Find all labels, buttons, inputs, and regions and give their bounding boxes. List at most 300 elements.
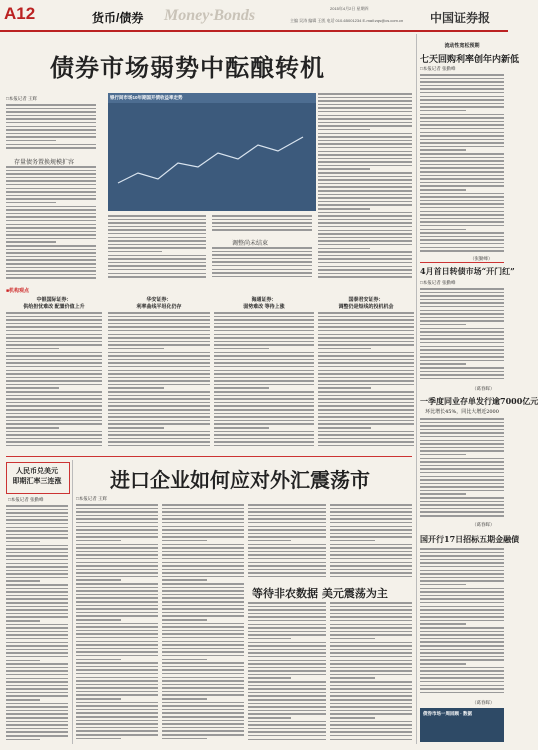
text-line (76, 569, 158, 571)
text-line (420, 432, 504, 434)
text-line (162, 540, 207, 542)
text-line (214, 395, 314, 397)
text-line (330, 572, 412, 574)
text-line (6, 616, 68, 618)
text-line (162, 544, 244, 546)
text-line (248, 634, 326, 636)
right-lower-signoff: （葛春晖） (472, 522, 495, 527)
right-bottom-body (420, 548, 504, 698)
text-line (420, 247, 504, 249)
text-line (6, 649, 68, 651)
text-line (318, 118, 412, 120)
text-line (318, 197, 412, 199)
text-line (76, 562, 158, 564)
text-line (6, 323, 102, 325)
text-line (6, 631, 68, 633)
text-line (420, 221, 504, 223)
text-line (248, 703, 326, 705)
text-line (420, 363, 466, 365)
text-line (6, 724, 68, 726)
bottom-body-col2 (162, 504, 244, 744)
text-line (6, 252, 96, 254)
text-line (6, 136, 96, 138)
top-body-col4 (318, 93, 412, 282)
text-line (420, 573, 504, 575)
text-line (6, 580, 40, 582)
text-line (318, 125, 412, 127)
text-line (6, 377, 102, 379)
text-line (162, 730, 244, 732)
text-line (6, 516, 68, 518)
text-line (6, 177, 96, 179)
text-line (420, 203, 504, 205)
text-line (6, 319, 102, 321)
text-line (248, 674, 326, 676)
text-line (248, 642, 326, 644)
text-line (76, 637, 158, 639)
text-line (6, 224, 96, 226)
text-line (318, 258, 412, 260)
text-line (6, 555, 68, 557)
text-line (6, 334, 102, 336)
text-line (6, 126, 96, 128)
text-line (108, 391, 210, 393)
text-line (6, 362, 102, 364)
text-line (108, 215, 206, 217)
text-line (214, 438, 314, 440)
text-line (6, 413, 102, 415)
text-line (162, 680, 244, 682)
text-line (248, 638, 291, 640)
text-line (318, 222, 412, 224)
text-line (76, 702, 158, 704)
text-line (6, 348, 59, 350)
text-line (330, 613, 412, 615)
section-title-en: Money·Bonds (164, 7, 256, 24)
text-line (318, 337, 414, 339)
text-line (420, 627, 504, 629)
text-line (248, 724, 326, 726)
text-line (420, 374, 504, 376)
text-line (76, 554, 158, 556)
text-line (420, 295, 504, 297)
text-line (420, 200, 504, 202)
top-body-col1-a (6, 104, 96, 154)
text-line (162, 529, 244, 531)
text-line (108, 334, 210, 336)
text-line (330, 522, 412, 524)
opinion-3-org: 海通证券： (251, 297, 277, 303)
text-line (318, 255, 412, 257)
text-line (420, 367, 504, 369)
text-line (6, 530, 68, 532)
text-line (76, 615, 158, 617)
text-line (420, 342, 504, 344)
text-line (76, 655, 158, 657)
text-line (212, 272, 312, 274)
text-line (318, 341, 414, 343)
text-line (420, 436, 504, 438)
text-line (162, 619, 207, 621)
text-line (76, 659, 121, 661)
text-line (6, 434, 102, 436)
yield-chart (108, 93, 316, 211)
text-line (76, 504, 158, 506)
text-line (330, 695, 412, 697)
text-line (420, 153, 504, 155)
text-line (420, 468, 504, 470)
yield-chart-svg (108, 93, 316, 211)
text-line (420, 490, 504, 492)
text-line (248, 533, 326, 535)
text-line (6, 108, 96, 110)
text-line (330, 547, 412, 549)
text-line (6, 359, 102, 361)
text-line (76, 734, 158, 736)
text-line (318, 212, 412, 214)
text-line (6, 395, 102, 397)
text-line (108, 265, 206, 267)
text-line (212, 258, 312, 260)
text-line (248, 692, 326, 694)
text-line (330, 721, 412, 723)
text-line (6, 373, 102, 375)
top-body-col3-b (212, 247, 312, 282)
text-line (214, 312, 314, 314)
text-line (420, 559, 504, 561)
text-line (214, 348, 269, 350)
text-line (6, 202, 56, 204)
text-line (318, 402, 414, 404)
text-line (318, 334, 414, 336)
text-line (248, 656, 326, 658)
text-line (214, 387, 269, 389)
text-line (6, 370, 102, 372)
text-line (248, 663, 326, 665)
text-line (6, 695, 68, 697)
text-line (6, 420, 102, 422)
text-line (420, 171, 504, 173)
text-line (6, 638, 68, 640)
text-line (420, 645, 504, 647)
text-line (318, 186, 412, 188)
text-line (330, 638, 375, 640)
text-line (248, 670, 326, 672)
text-line (6, 566, 68, 568)
text-line (6, 710, 68, 712)
text-line (420, 178, 504, 180)
text-line (162, 684, 244, 686)
text-line (330, 670, 412, 672)
text-line (214, 330, 314, 332)
text-line (318, 147, 412, 149)
text-line (6, 277, 96, 279)
text-line (76, 579, 121, 581)
side-box-author: □本报记者 张勤峰 (8, 497, 44, 502)
text-line (6, 534, 68, 536)
text-line (420, 595, 504, 597)
text-line (108, 276, 206, 278)
text-line (108, 262, 206, 264)
text-line (318, 438, 414, 440)
text-line (420, 631, 504, 633)
text-line (214, 405, 314, 407)
text-line (330, 656, 412, 658)
text-line (420, 81, 504, 83)
text-line (248, 508, 326, 510)
text-line (318, 395, 414, 397)
opinion-4-org: 国泰君安证券： (348, 297, 384, 303)
text-line (6, 545, 68, 547)
text-line (318, 266, 412, 268)
text-line (108, 416, 210, 418)
text-line (6, 122, 96, 124)
text-line (420, 659, 504, 661)
text-line (214, 341, 314, 343)
text-line (6, 344, 102, 346)
text-line (420, 440, 504, 442)
right-top-signoff: （张勤峰） (470, 256, 493, 261)
text-line (162, 626, 244, 628)
text-line (420, 349, 504, 351)
text-line (248, 518, 326, 520)
text-line (214, 427, 269, 429)
chart-series-line (118, 137, 303, 183)
text-line (76, 518, 158, 520)
text-line (108, 362, 210, 364)
text-line (6, 274, 96, 276)
text-line (248, 735, 326, 737)
text-line (6, 352, 102, 354)
text-line (214, 409, 314, 411)
text-line (162, 662, 244, 664)
text-line (6, 267, 96, 269)
bottom-subhead: 等待非农数据 美元震荡为主 (252, 587, 388, 600)
text-line (248, 551, 326, 553)
text-line (6, 427, 59, 429)
text-line (6, 699, 40, 701)
text-line (420, 114, 504, 116)
text-line (108, 341, 210, 343)
text-line (6, 133, 96, 135)
text-line (6, 624, 68, 626)
market-banner-label: 债券市场一周回顾 · 数据 (423, 711, 472, 716)
right-top-kicker: 流动性宽松预期 (444, 43, 480, 49)
text-line (318, 107, 412, 109)
issue-date: 2015年4月2日 星期四 (330, 6, 369, 11)
text-line (330, 609, 412, 611)
right-mid-signoff: （葛春晖） (472, 386, 495, 391)
text-line (248, 511, 326, 513)
text-line (330, 508, 412, 510)
text-line (318, 348, 371, 350)
text-line (6, 147, 96, 149)
text-line (420, 106, 504, 108)
text-line (6, 548, 68, 550)
text-line (420, 346, 504, 348)
text-line (420, 685, 504, 687)
section-title: 货币/债券 (92, 11, 144, 25)
opinion-1-org: 中银国际证券： (36, 297, 72, 303)
text-line (6, 170, 96, 172)
text-line (248, 739, 326, 741)
text-line (212, 265, 312, 267)
text-line (248, 620, 326, 622)
text-line (6, 441, 102, 443)
text-line (420, 335, 504, 337)
text-line (420, 338, 504, 340)
text-line (330, 660, 412, 662)
text-line (318, 409, 414, 411)
text-line (420, 641, 504, 643)
text-line (420, 443, 504, 445)
text-line (108, 229, 206, 231)
text-line (162, 508, 244, 510)
text-line (318, 423, 414, 425)
text-line (76, 694, 158, 696)
text-line (420, 483, 504, 485)
text-line (420, 429, 504, 431)
text-line (162, 694, 244, 696)
text-line (248, 717, 291, 719)
text-line (162, 723, 244, 725)
text-line (76, 529, 158, 531)
text-line (6, 692, 68, 694)
text-line (162, 727, 244, 729)
text-line (248, 613, 326, 615)
text-line (318, 413, 414, 415)
text-line (330, 565, 412, 567)
text-line (420, 167, 504, 169)
text-line (108, 420, 210, 422)
text-line (76, 720, 158, 722)
text-line (6, 703, 68, 705)
text-line (420, 117, 504, 119)
text-line (108, 273, 206, 275)
text-line (162, 579, 207, 581)
text-line (162, 641, 244, 643)
text-line (248, 710, 326, 712)
text-line (76, 508, 158, 510)
text-line (420, 378, 504, 380)
text-line (212, 254, 312, 256)
text-line (318, 326, 414, 328)
text-line (162, 533, 244, 535)
text-line (162, 655, 244, 657)
text-line (248, 713, 326, 715)
text-line (330, 731, 412, 733)
text-line (318, 377, 414, 379)
text-line (162, 526, 244, 528)
opinion-4-title: 调整仍是短线的投机机会 (338, 304, 394, 310)
text-line (162, 648, 244, 650)
text-line (248, 688, 326, 690)
text-line (162, 605, 244, 607)
text-line (6, 584, 68, 586)
text-line (330, 627, 412, 629)
text-line (420, 508, 504, 510)
text-line (6, 198, 96, 200)
text-line (318, 330, 414, 332)
text-line (6, 627, 68, 629)
text-line (214, 334, 314, 336)
text-line (420, 96, 504, 98)
text-line (420, 160, 504, 162)
text-line (420, 606, 504, 608)
text-line (108, 352, 210, 354)
text-line (162, 515, 244, 517)
text-line (214, 416, 314, 418)
text-line (420, 239, 504, 241)
right-top-headline: 七天回购利率创年内新低 (420, 55, 520, 65)
text-line (248, 681, 326, 683)
text-line (108, 384, 210, 386)
text-line (318, 143, 412, 145)
text-line (108, 244, 206, 246)
text-line (162, 615, 244, 617)
text-line (6, 398, 102, 400)
text-line (6, 341, 102, 343)
text-line (248, 544, 326, 546)
text-line (330, 576, 412, 578)
text-line (162, 633, 244, 635)
text-line (248, 540, 291, 542)
text-line (318, 93, 412, 95)
text-line (420, 692, 504, 694)
text-line (318, 237, 412, 239)
text-line (318, 122, 412, 124)
text-line (318, 380, 414, 382)
text-line (420, 139, 504, 141)
right-mid-body (420, 288, 504, 384)
text-line (248, 731, 326, 733)
text-line (6, 423, 102, 425)
text-line (420, 196, 504, 198)
text-line (318, 151, 412, 153)
text-line (420, 164, 504, 166)
opinion-1-body (6, 312, 102, 452)
text-line (108, 377, 210, 379)
text-line (76, 533, 158, 535)
text-line (108, 398, 210, 400)
text-line (6, 104, 96, 106)
text-line (330, 616, 412, 618)
text-line (248, 602, 326, 604)
text-line (330, 692, 412, 694)
text-line (6, 541, 40, 543)
newspaper-masthead: 中国证券报 (430, 11, 491, 25)
text-line (76, 727, 158, 729)
text-line (214, 359, 314, 361)
text-line (420, 128, 504, 130)
text-line (420, 331, 504, 333)
text-line (6, 552, 68, 554)
text-line (6, 685, 68, 687)
text-line (420, 193, 504, 195)
text-line (420, 157, 504, 159)
text-line (420, 229, 466, 231)
text-line (76, 623, 158, 625)
text-line (6, 312, 102, 314)
text-line (76, 594, 158, 596)
text-line (214, 352, 314, 354)
text-line (6, 613, 68, 615)
text-line (108, 344, 210, 346)
text-line (6, 166, 96, 168)
text-line (420, 552, 504, 554)
text-line (6, 606, 68, 608)
text-line (162, 597, 244, 599)
